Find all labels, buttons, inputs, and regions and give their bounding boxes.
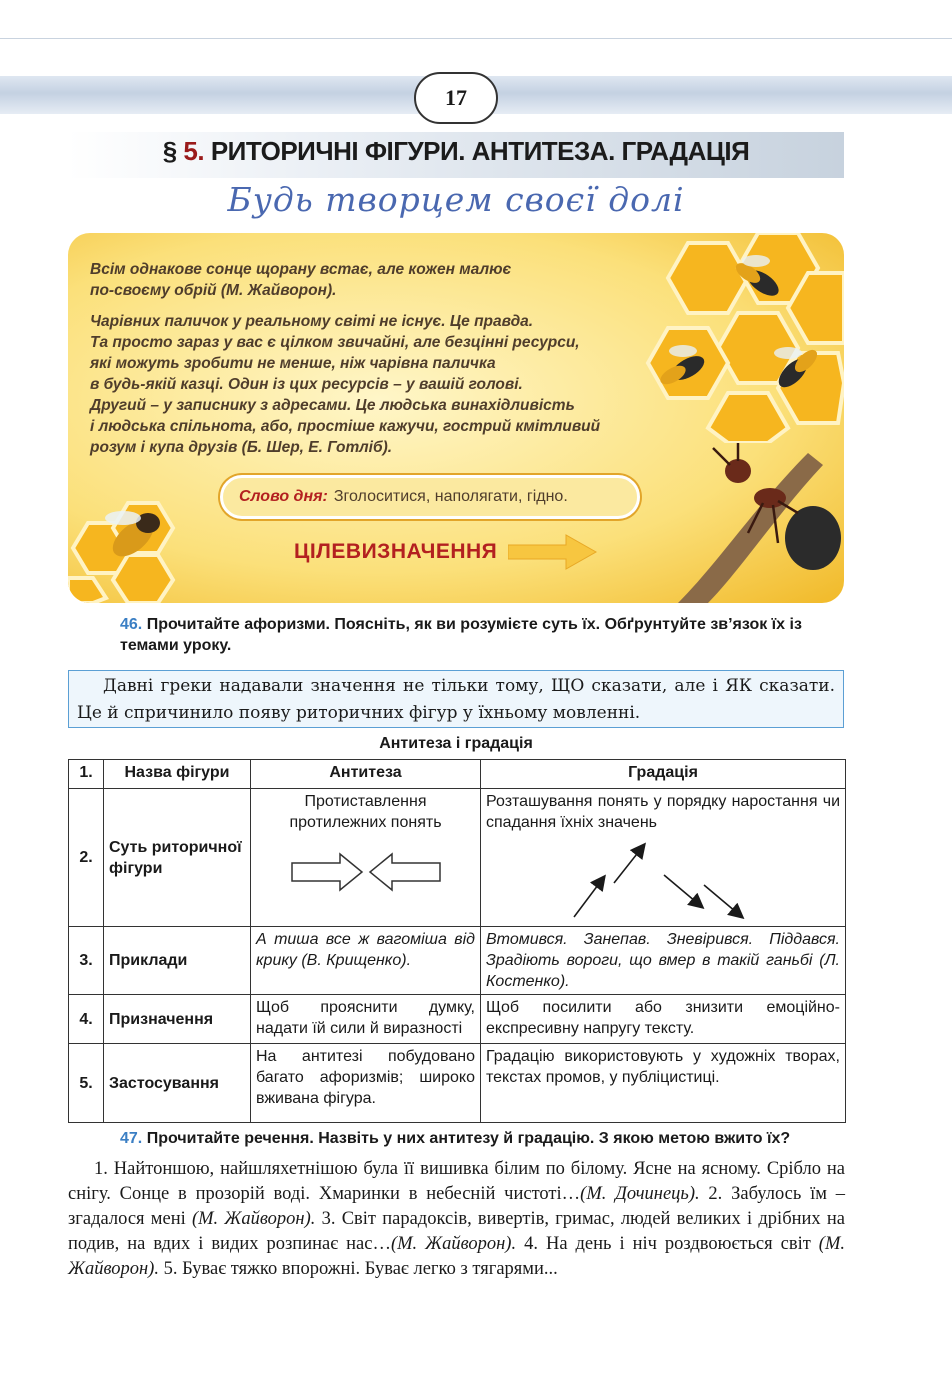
row-number: 5.	[69, 1044, 104, 1123]
section-sign: §	[162, 136, 177, 166]
row-number: 4.	[69, 995, 104, 1044]
honeycomb-bee-illustration	[68, 483, 208, 603]
opposing-arrows-icon	[290, 851, 442, 893]
task-46-text: Прочитайте афоризми. Поясніть, як ви розумієте суть їх. Обґрунтуйте зв’язок їх із темами уроку.	[120, 616, 802, 654]
antithesis-cell	[251, 789, 481, 927]
word-of-day-label: Слово дня:	[239, 488, 328, 505]
author-1: (М. Дочинець).	[580, 1184, 700, 1204]
row-name: Застосування	[104, 1044, 251, 1123]
word-of-day	[220, 475, 640, 519]
section-title-text: РИТОРИЧНІ ФІГУРИ. АНТИТЕЗА. ГРАДАЦІЯ	[210, 136, 750, 166]
quote-zhaivoron: Всім однакове сонце щорану встає, але кожен малює по-своєму обрій (М. Жайворон).	[90, 261, 512, 299]
gradation-usage: Градацію використовують у художніх творах, текстах промов, у публіцистиці.	[481, 1044, 846, 1123]
table-caption: Антитеза і градація	[379, 735, 533, 752]
intro-illustration	[68, 233, 844, 603]
table-header-num: 1.	[69, 760, 104, 789]
goal-setting-label: ЦІЛЕВИЗНАЧЕННЯ	[294, 540, 498, 563]
antithesis-usage: На антитезі побудовано багато афоризмів; широко вживана фігура.	[251, 1044, 481, 1123]
sentence-3: 3. Світ парадоксів, вивертів, гримас, людей великих і дрібних на подив, на вдих і видих розпинає нас…	[68, 1209, 845, 1254]
row-number: 2.	[69, 789, 104, 927]
task-47-text: Прочитайте речення. Назвіть у них антитезу й градацію. З якою метою вжито їх?	[146, 1130, 791, 1147]
row-name: Приклади	[104, 927, 251, 995]
row-number: 3.	[69, 927, 104, 995]
figures-table	[68, 759, 846, 1123]
author-2: (М. Жайворон).	[191, 1209, 316, 1229]
honeycomb-bees-illustration	[628, 233, 844, 443]
author-4: (М. Жайворон).	[68, 1234, 845, 1279]
table-row	[69, 927, 846, 995]
sentence-1: 1. Найтоншою, найшляхетнішою була її вишивка білим по білому. Ясне на ясному. Срібло на снігу. Сонце в прозорій воді. Хмаринки в небесній чистоті…	[68, 1159, 845, 1204]
task-46	[120, 614, 850, 656]
table-row	[69, 789, 846, 927]
sentence-2: 2. Забулось їм – згадалося мені	[68, 1184, 846, 1229]
task-47	[120, 1128, 850, 1149]
gradation-definition: Розташування понять у порядку наростання чи спадання їхніх значень	[486, 793, 840, 831]
arrow-right-icon	[508, 533, 598, 571]
page-number: 17	[414, 72, 498, 124]
gradation-example: Втомився. Занепав. Зневірився. Піддався. Зрадіють вороги, що вмер в такій ганьбі (Л. Костенко).	[481, 927, 846, 995]
gradation-purpose: Щоб посилити або знизити емоційно-експресивну напругу тексту.	[481, 995, 846, 1044]
sentence-4: 4. На день і ніч роздвоюється світ	[516, 1234, 819, 1254]
antithesis-definition: Протиставлення протилежних понять	[289, 793, 442, 831]
table-header-gradation: Градація	[481, 760, 846, 789]
sentence-5: 5. Буває тяжко впорожні. Буває легко з тягарями...	[158, 1259, 558, 1279]
table-header-antithesis: Антитеза	[251, 760, 481, 789]
table-row	[69, 995, 846, 1044]
row-name: Суть риторичної фігури	[104, 789, 251, 927]
row-name: Призначення	[104, 995, 251, 1044]
info-note	[68, 670, 844, 728]
ant-on-branch-illustration	[658, 443, 844, 603]
section-number: 5.	[183, 136, 205, 166]
gradation-arrows-icon	[486, 839, 841, 919]
antithesis-example: А тиша все ж вагоміша від крику (В. Крищенко).	[251, 927, 481, 995]
word-of-day-words: Зголоситися, наполягати, гідно.	[333, 488, 568, 505]
info-note-text: Давні греки надавали значення не тільки тому, ЩО сказати, але і ЯК сказати. Це й спричинило появу риторичних фігур у їхньому мовленні.	[77, 676, 835, 723]
section-title	[68, 136, 844, 167]
author-3: (М. Жайворон).	[390, 1234, 517, 1254]
antithesis-purpose: Щоб прояснити думку, надати їй сили й виразності	[251, 995, 481, 1044]
quote-sher-gotlib: Чарівних паличок у реальному світі не існує. Це правда. Та просто зараз у вас є цілком звичайні, але безцінні ресурси, які можуть зробити не менше, ніж чарівна паличка в будь-якій казці. Один із цих ресурсів – у вашій голові. Другий – у записнику з адресами. Це людська винахідливість і людська спільнота, або, простіше кажучи, гострий кмітливий розум і купа друзів (Б. Шер, Е. Готліб).	[90, 313, 601, 456]
table-header-name: Назва фігури	[104, 760, 251, 789]
table-header-row	[69, 760, 846, 789]
top-rule	[0, 38, 952, 39]
table-row	[69, 1044, 846, 1123]
gradation-cell	[481, 789, 846, 927]
task-46-number: 46.	[120, 616, 143, 633]
section-motto: Будь творцем своєї долі	[227, 180, 685, 219]
task-47-number: 47.	[120, 1130, 143, 1147]
exercise-text	[68, 1157, 845, 1282]
